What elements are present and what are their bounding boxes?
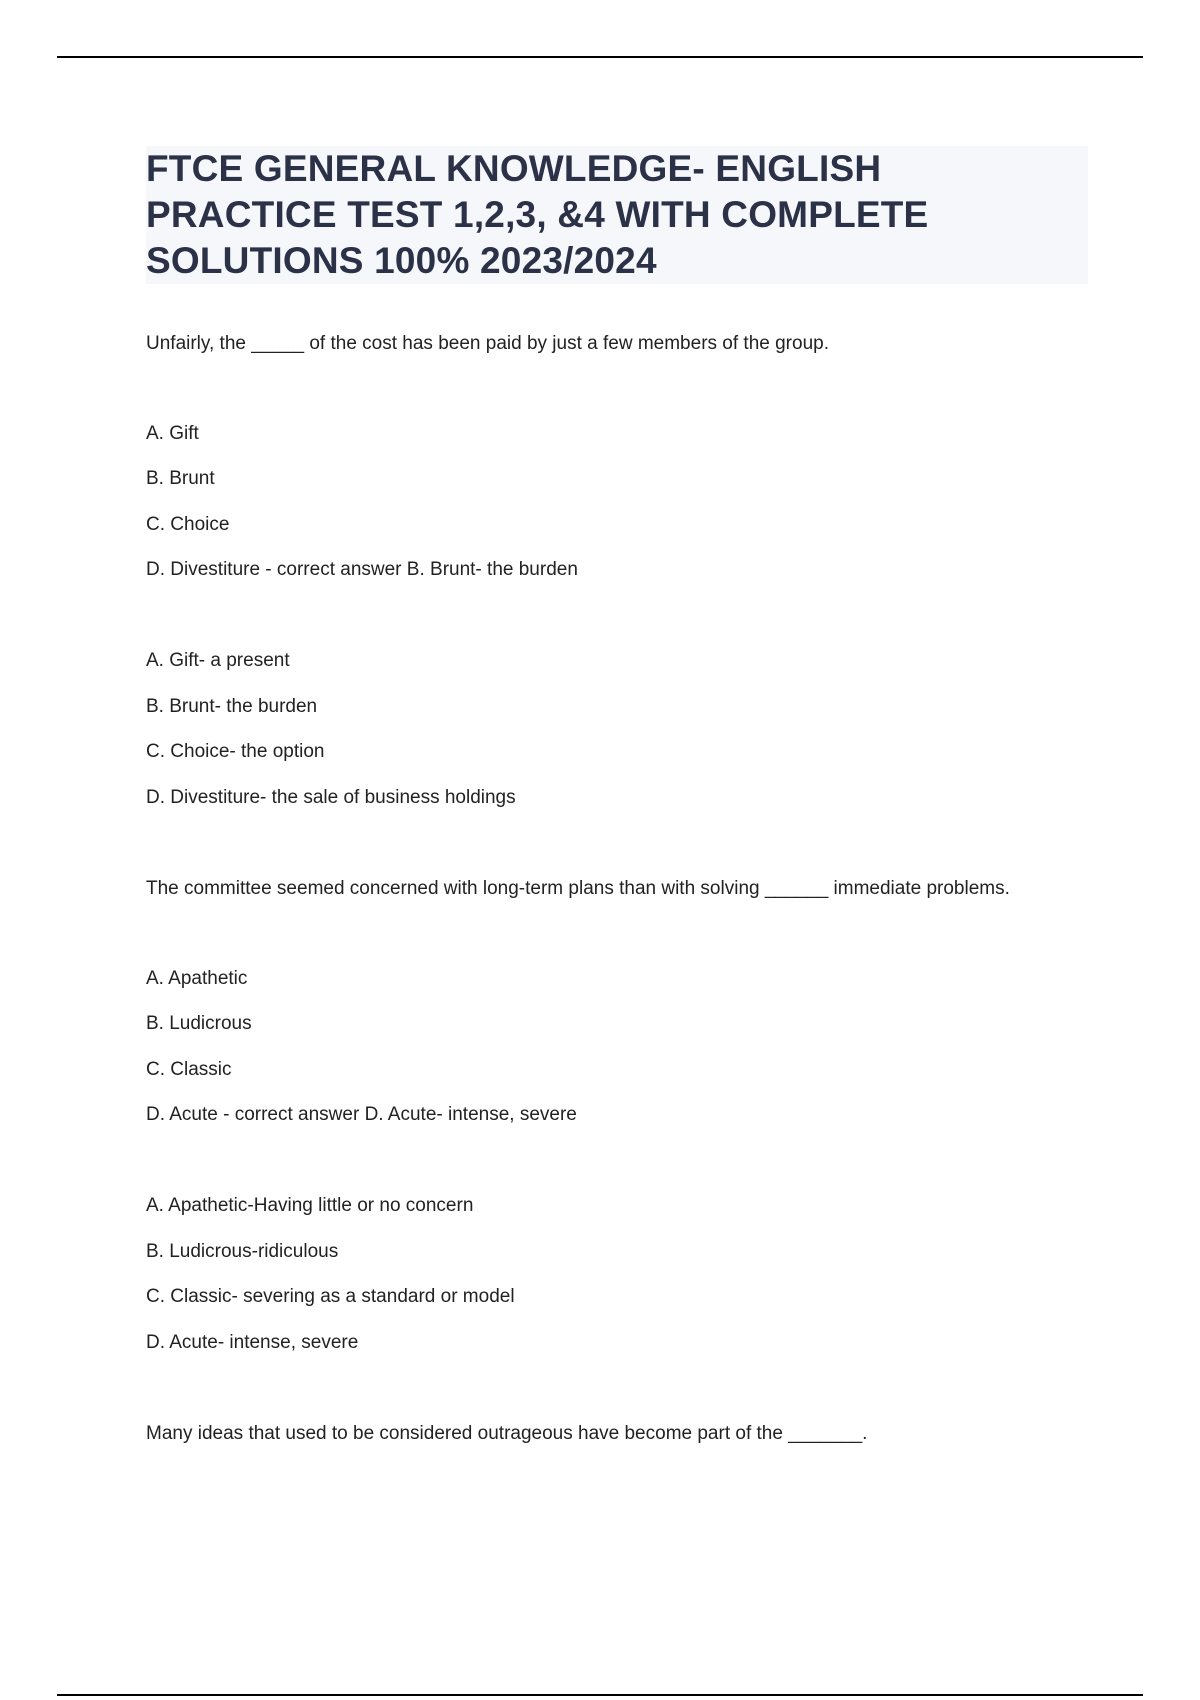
question-2-explanation-c: C. Classic- severing as a standard or model [146,1286,515,1307]
question-1-explanation-b: B. Brunt- the burden [146,696,318,717]
bottom-rule [57,1694,1143,1696]
question-2-explanation-d: D. Acute- intense, severe [146,1332,359,1353]
question-2-text: The committee seemed concerned with long-term plans than with solving ______ immediate problems. [146,878,1010,899]
question-2-option-a: A. Apathetic [146,968,248,989]
question-2-option-b: B. Ludicrous [146,1013,252,1034]
question-1-option-d-answer: D. Divestiture - correct answer B. Brunt- the burden [146,559,578,580]
top-rule [57,56,1143,58]
question-2-option-c: C. Classic [146,1059,232,1080]
question-2-explanation-a: A. Apathetic-Having little or no concern [146,1195,474,1216]
document-title: FTCE GENERAL KNOWLEDGE- ENGLISH PRACTICE TEST 1,2,3, &4 WITH COMPLETE SOLUTIONS 100% 2023/2024 [146,148,929,281]
question-1-option-a: A. Gift [146,423,199,444]
question-1-explanation-c: C. Choice- the option [146,741,325,762]
question-1-explanation-a: A. Gift- a present [146,650,290,671]
question-3-text: Many ideas that used to be considered outrageous have become part of the _______. [146,1423,868,1444]
question-1-option-b: B. Brunt [146,468,215,489]
question-1-explanation-d: D. Divestiture- the sale of business holdings [146,787,516,808]
title-banner [146,146,1088,284]
question-1-option-c: C. Choice [146,514,230,535]
question-1-text: Unfairly, the _____ of the cost has been paid by just a few members of the group. [146,333,829,354]
question-2-explanation-b: B. Ludicrous-ridiculous [146,1241,339,1262]
question-2-option-d-answer: D. Acute - correct answer D. Acute- intense, severe [146,1104,577,1125]
